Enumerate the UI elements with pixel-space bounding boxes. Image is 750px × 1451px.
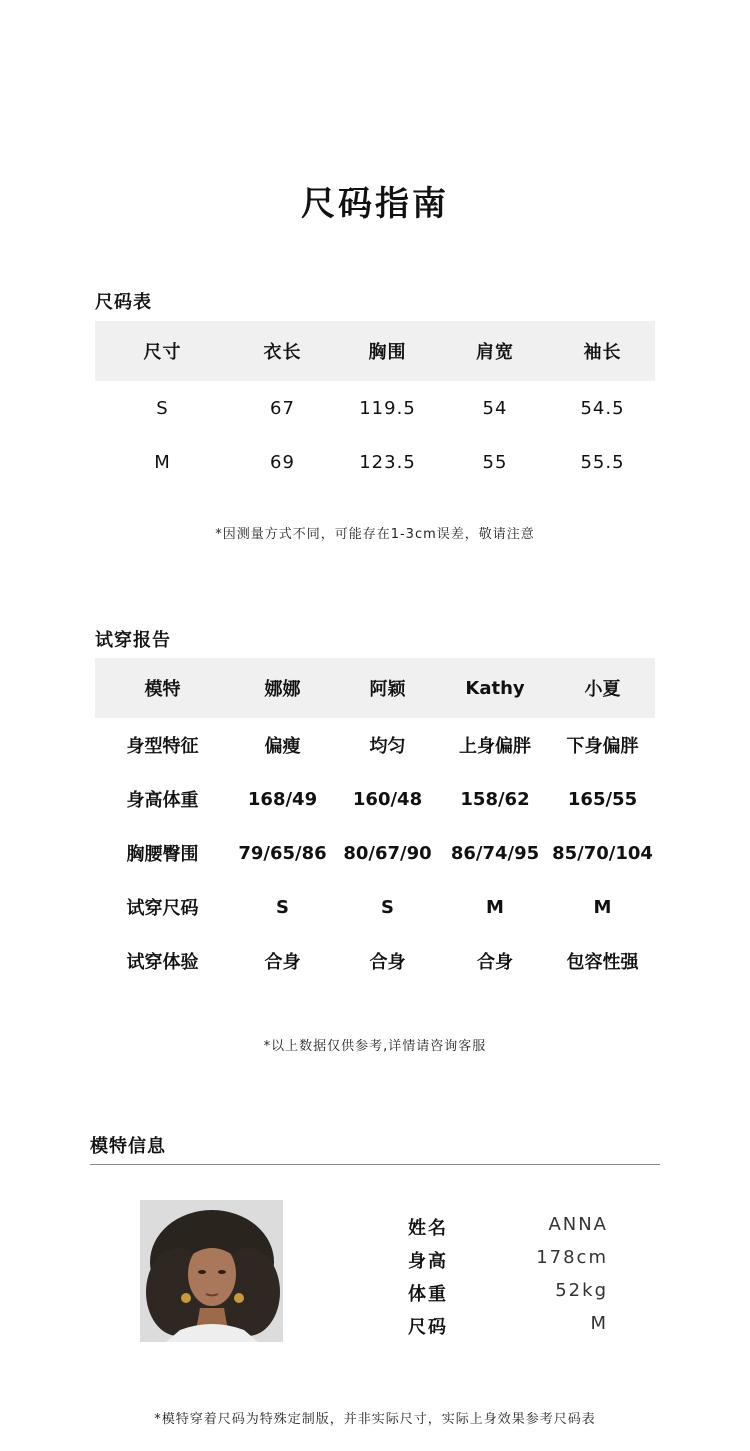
header-cell: 模特 [144,679,181,700]
table-cell: 下身偏胖 [566,736,639,757]
size-table [95,321,655,489]
header-cell: 尺寸 [143,342,182,363]
table-cell: 55 [482,451,508,473]
table-cell: 67 [270,397,295,419]
field-value: M [590,1313,608,1334]
table-cell: 123.5 [359,451,416,473]
table-cell: 54.5 [580,397,625,419]
table-cell: 试穿尺码 [126,898,199,919]
field-label: 尺码 [408,1317,448,1338]
table-row [95,826,655,880]
fit-report-table [95,658,655,988]
header-cell: 肩宽 [476,342,514,363]
header-cell: Kathy [465,677,525,699]
header-cell: 袖长 [583,342,622,363]
table-cell: 86/74/95 [450,842,540,864]
field-label: 姓名 [408,1218,448,1239]
field-label: 体重 [408,1284,448,1305]
field-label: 身高 [408,1251,448,1272]
table-row [95,718,655,772]
page-title: 尺码指南 [301,184,449,224]
header-cell: 阿颖 [369,679,406,700]
header-cell: 胸围 [368,342,407,363]
table-cell: 69 [270,451,295,473]
table-cell: 158/62 [460,788,530,810]
fit-report-header [95,658,655,718]
table-cell: 合身 [477,952,513,973]
table-cell: 试穿体验 [126,952,199,973]
table-cell: 54 [482,397,508,419]
table-cell: S [381,896,394,918]
table-cell: 168/49 [247,788,318,810]
model-portrait-image [140,1200,283,1342]
table-cell: S [276,896,289,918]
table-cell: 80/67/90 [343,842,432,864]
table-row [95,934,655,988]
table-cell: 身型特征 [126,736,199,757]
table-row [95,435,655,489]
field-value: ANNA [548,1214,608,1235]
table-cell: 合身 [369,952,406,973]
header-cell: 衣长 [263,342,302,363]
table-cell: 160/48 [352,788,423,810]
table-cell: 包容性强 [566,952,639,973]
table-cell: 合身 [264,952,301,973]
table-cell: 119.5 [359,397,416,419]
table-cell: 165/55 [567,788,638,810]
field-value: 52kg [555,1280,608,1301]
table-cell: 85/70/104 [552,842,653,864]
table-row [95,381,655,435]
model-info-row-size [408,1313,608,1345]
table-cell: 身高体重 [126,790,199,811]
table-cell: 均匀 [369,736,406,757]
fit-report-label: 试穿报告 [95,630,171,651]
size-table-header [95,321,655,381]
header-cell: 娜娜 [264,679,301,700]
table-cell: 胸腰臀围 [126,844,199,865]
fit-report-note: *以上数据仅供参考,详情请咨询客服 [263,1039,487,1054]
table-row [95,880,655,934]
header-cell: 小夏 [584,679,621,700]
table-row [95,772,655,826]
field-value: 178cm [536,1247,608,1268]
model-info-row-name [408,1214,608,1246]
model-photo [140,1200,283,1342]
table-cell: 79/65/86 [238,842,327,864]
table-cell: M [593,896,612,918]
table-cell: 55.5 [580,451,625,473]
table-cell: S [156,397,169,419]
size-table-note: *因测量方式不同，可能存在1-3cm误差，敬请注意 [215,527,535,542]
model-info-row-height [408,1247,608,1279]
table-cell: M [154,451,171,473]
model-info-label: 模特信息 [90,1136,166,1157]
table-cell: 上身偏胖 [459,736,531,757]
table-cell: 偏瘦 [264,736,301,757]
table-cell: M [486,896,504,918]
model-info-note: *模特穿着尺码为特殊定制版，并非实际尺寸，实际上身效果参考尺码表 [154,1412,596,1427]
size-table-label: 尺码表 [95,292,152,313]
section-divider [90,1164,660,1165]
model-info-row-weight [408,1280,608,1312]
